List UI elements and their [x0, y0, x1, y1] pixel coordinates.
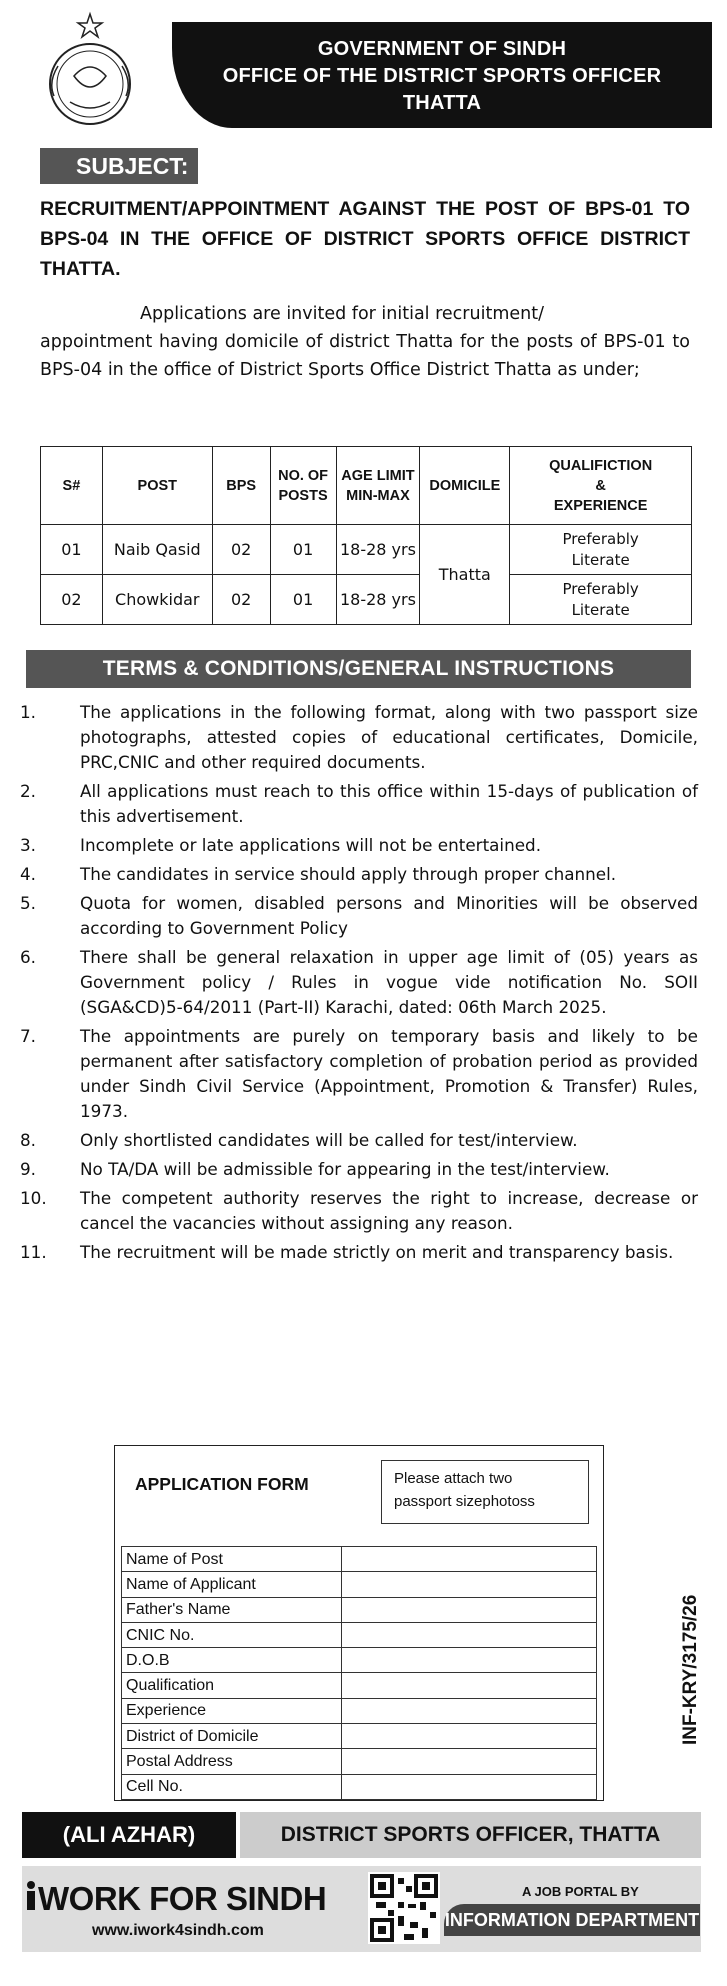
field-value[interactable]	[342, 1648, 597, 1673]
portal-by-text: A JOB PORTAL BY	[522, 1884, 639, 1899]
list-item	[20, 1157, 698, 1182]
item-number: 5.	[20, 893, 37, 913]
portal-url[interactable]: www.iwork4sindh.com	[92, 1922, 264, 1939]
item-text: Only shortlisted candidates will be called for test/interview.	[80, 1130, 578, 1150]
header-line-3: THATTA	[402, 92, 482, 114]
cell-posts: 01	[270, 575, 336, 625]
table-row	[122, 1774, 597, 1799]
field-label: D.O.B	[122, 1648, 342, 1673]
cell-qualification	[510, 525, 692, 575]
list-item	[20, 1128, 698, 1153]
reference-number: INF-KRY/3175/26	[680, 1594, 701, 1745]
table-row	[122, 1547, 597, 1572]
header-post: POST	[102, 447, 212, 525]
terms-list	[20, 700, 698, 1269]
header-no-of-posts-line1: NO. OF	[278, 467, 329, 484]
subject-label: SUBJECT:	[40, 148, 198, 184]
list-item	[20, 833, 698, 858]
cell-qual-line1: Preferably	[562, 529, 639, 548]
field-label: Father's Name	[122, 1597, 342, 1622]
table-row	[122, 1749, 597, 1774]
item-number: 11.	[20, 1242, 47, 1262]
header-bps: BPS	[212, 447, 270, 525]
field-value[interactable]	[342, 1749, 597, 1774]
government-of-sindh-logo	[30, 10, 150, 130]
item-text: The applications in the following format, along with two passport size photographs, attested copies of educational certificates, Domicile, PRC,CNIC and other required documents.	[80, 702, 698, 772]
signature-bar	[22, 1812, 701, 1858]
item-number: 6.	[20, 947, 37, 967]
item-number: 9.	[20, 1159, 37, 1179]
cell-qualification	[510, 575, 692, 625]
field-value[interactable]	[342, 1572, 597, 1597]
item-text: The competent authority reserves the right to increase, decrease or cancel the vacancies without assigning any reason.	[80, 1188, 698, 1233]
table-row	[122, 1622, 597, 1647]
field-value[interactable]	[342, 1547, 597, 1572]
item-text: The candidates in service should apply through proper channel.	[80, 864, 617, 884]
table-row	[122, 1724, 597, 1749]
field-label: Cell No.	[122, 1774, 342, 1799]
cell-bps: 02	[212, 525, 270, 575]
item-text: The recruitment will be made strictly on merit and transparency basis.	[80, 1242, 674, 1262]
information-department-label: INFORMATION DEPARTMENT	[444, 1904, 700, 1936]
header-title-band	[172, 22, 712, 128]
item-text: No TA/DA will be admissible for appearing in the test/interview.	[80, 1159, 610, 1179]
brand-i-icon	[24, 1880, 38, 1918]
header-qual-line1: QUALIFICTION	[549, 457, 653, 474]
field-label: Postal Address	[122, 1749, 342, 1774]
list-item	[20, 862, 698, 887]
field-label: Experience	[122, 1698, 342, 1723]
header-domicile: DOMICILE	[420, 447, 510, 525]
item-number: 3.	[20, 835, 37, 855]
cell-sno: 02	[41, 575, 103, 625]
field-label: CNIC No.	[122, 1622, 342, 1647]
brand-name	[24, 1880, 326, 1918]
header-line-2: OFFICE OF THE DISTRICT SPORTS OFFICER	[222, 65, 662, 87]
table-row	[122, 1698, 597, 1723]
field-label: Name of Applicant	[122, 1572, 342, 1597]
item-text: Incomplete or late applications will not be entertained.	[80, 835, 542, 855]
item-text: Quota for women, disabled persons and Minorities will be observed according to Government Policy	[80, 893, 698, 938]
header-qual-line2: &	[595, 477, 606, 494]
item-number: 8.	[20, 1130, 37, 1150]
table-row	[122, 1572, 597, 1597]
cell-post: Naib Qasid	[102, 525, 212, 575]
header-age-limit	[336, 447, 420, 525]
subject-text: RECRUITMENT/APPOINTMENT AGAINST THE POST OF BPS-01 TO BPS-04 IN THE OFFICE OF DISTRICT SPORTS OFFICE DISTRICT THATTA.	[40, 198, 690, 280]
header-age-line1: AGE LIMIT	[341, 467, 415, 484]
header-line-1: GOVERNMENT OF SINDH	[317, 38, 567, 60]
list-item	[20, 1240, 698, 1265]
signatory-name: (ALI AZHAR)	[22, 1812, 236, 1858]
header-no-of-posts-line2: POSTS	[278, 487, 328, 504]
list-item	[20, 1024, 698, 1124]
application-form	[114, 1445, 604, 1801]
item-number: 1.	[20, 702, 37, 722]
header-qual-line3: EXPERIENCE	[553, 497, 648, 514]
field-label: Name of Post	[122, 1547, 342, 1572]
cell-age: 18-28 yrs	[336, 525, 420, 575]
field-label: Qualification	[122, 1673, 342, 1698]
header-age-line2: MIN-MAX	[346, 487, 410, 504]
list-item	[20, 945, 698, 1020]
header	[22, 10, 702, 130]
photo-note-line2: passport sizephotoss	[394, 1493, 535, 1510]
terms-heading: TERMS & CONDITIONS/GENERAL INSTRUCTIONS	[26, 650, 691, 688]
item-text: All applications must reach to this office within 15-days of publication of this advertisement.	[80, 781, 698, 826]
brand-text: WORK FOR SINDH	[38, 1880, 327, 1917]
cell-sno: 01	[41, 525, 103, 575]
signatory-designation: DISTRICT SPORTS OFFICER, THATTA	[240, 1812, 701, 1858]
table-header-row	[41, 447, 692, 525]
list-item	[20, 1186, 698, 1236]
field-value[interactable]	[342, 1698, 597, 1723]
item-number: 10.	[20, 1188, 47, 1208]
item-text: The appointments are purely on temporary basis and likely to be permanent after satisfactory completion of probation period as provided under Sindh Civil Service (Appointment, Promotion & Transfer) Rules, 1973.	[80, 1026, 698, 1121]
cell-qual-line1: Preferably	[562, 579, 639, 598]
item-number: 4.	[20, 864, 37, 884]
cell-age: 18-28 yrs	[336, 575, 420, 625]
header-qualification	[510, 447, 692, 525]
intro-rest: appointment having domicile of district Thatta for the posts of BPS-01 to BPS-04 in the office of District Sports Office District Thatta as under;	[40, 332, 690, 380]
list-item	[20, 779, 698, 829]
footer-banner	[22, 1866, 701, 1952]
table-row	[122, 1648, 597, 1673]
photo-placeholder	[381, 1460, 589, 1524]
item-number: 2.	[20, 781, 37, 801]
list-item	[20, 700, 698, 775]
table-row	[122, 1673, 597, 1698]
table-row	[122, 1597, 597, 1622]
qr-code-icon	[368, 1872, 440, 1944]
item-text: There shall be general relaxation in upper age limit of (05) years as Government policy / Rules in vogue vide notification No. SOII (SGA&CD)5-64/2011 (Part-II) Karachi, dated: 06th March 2025.	[80, 947, 698, 1017]
photo-note-line1: Please attach two	[394, 1470, 513, 1487]
cell-qual-line2: Literate	[571, 600, 630, 619]
list-item	[20, 891, 698, 941]
cell-post: Chowkidar	[102, 575, 212, 625]
field-label: District of Domicile	[122, 1724, 342, 1749]
form-fields-table	[121, 1546, 597, 1800]
table-row	[41, 575, 692, 625]
intro-first-line: Applications are invited for initial recruitment/	[140, 304, 544, 324]
cell-domicile: Thatta	[420, 525, 510, 625]
cell-posts: 01	[270, 525, 336, 575]
field-value[interactable]	[342, 1622, 597, 1647]
cell-qual-line2: Literate	[571, 550, 630, 569]
cell-bps: 02	[212, 575, 270, 625]
header-sno: S#	[41, 447, 103, 525]
posts-table	[40, 446, 692, 625]
table-row	[41, 525, 692, 575]
field-value[interactable]	[342, 1774, 597, 1799]
header-no-of-posts	[270, 447, 336, 525]
form-title: APPLICATION FORM	[135, 1474, 309, 1494]
field-value[interactable]	[342, 1724, 597, 1749]
field-value[interactable]	[342, 1673, 597, 1698]
item-number: 7.	[20, 1026, 37, 1046]
field-value[interactable]	[342, 1597, 597, 1622]
intro-paragraph	[40, 300, 690, 384]
